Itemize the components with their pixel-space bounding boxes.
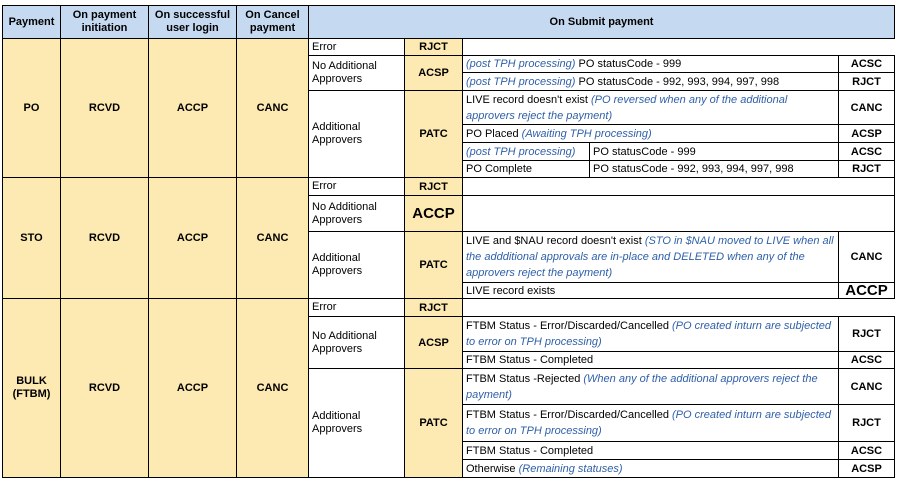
bulk-ftbm-rejected: FTBM Status -Rejected (When any of the additional approvers reject the payment) [462,368,839,405]
header-submit: On Submit payment [308,5,895,39]
po-complete-label: PO Complete [462,160,590,178]
po-error-code: RJCT [404,38,463,56]
po-post-tph-992-code: RJCT [838,72,895,91]
header-payment: Payment [2,5,61,39]
header-cancel: On Cancel payment [236,5,309,39]
po-post-tph-999-code: ACSC [838,55,895,73]
po-complete-999: PO statusCode - 999 [589,142,839,161]
header-initiation: On payment initiation [60,5,149,39]
bulk-ftbm-rejected-code: CANC [838,368,895,405]
po-login: ACCP [148,38,237,178]
bulk-no-additional-label: No Additional Approvers [308,316,405,369]
bulk-error-label: Error [308,298,405,317]
sto-additional-code: PATC [404,231,463,299]
bulk-no-additional-code: ACSP [404,316,463,369]
bulk-ftbm-completed-code: ACSC [838,351,895,369]
po-post-tph-992: (post TPH processing) PO statusCode - 992, 993, 994, 997, 998 [462,72,839,91]
po-complete-post-tph: (post TPH processing) [462,142,590,161]
bulk-additional-label: Additional Approvers [308,368,405,478]
bulk-otherwise-code: ACSP [838,459,895,478]
bulk-initiation: RCVD [60,298,149,478]
sto-additional-label: Additional Approvers [308,231,405,299]
sto-no-additional-blank [462,195,895,232]
sto-live-nau: LIVE and $NAU record doesn't exist (STO in $NAU moved to LIVE when all the addditional approvals are in-place and DELETED when any of the approvers reject the payment) [462,231,839,283]
po-placed: PO Placed (Awaiting TPH processing) [462,124,839,143]
po-additional-code: PATC [404,90,463,178]
sto-no-additional-label: No Additional Approvers [308,195,405,232]
sto-payment-name: STO [2,177,61,299]
bulk-ftbm-error: FTBM Status - Error/Discarded/Cancelled (PO created inturn are subjected to error on TPH processing) [462,316,839,352]
po-initiation: RCVD [60,38,149,178]
bulk-ftbm-error-additional: FTBM Status - Error/Discarded/Cancelled (PO created inturn are subjected to error on TPH processing) [462,404,839,442]
sto-error-blank [462,177,895,196]
po-live-not-exist-code: CANC [838,90,895,125]
sto-initiation: RCVD [60,177,149,299]
sto-no-additional-code: ACCP [404,195,463,232]
po-no-additional-label: No Additional Approvers [308,55,405,91]
po-live-not-exist: LIVE record doesn't exist (PO reversed when any of the additional approvers reject the payment) [462,90,839,125]
header-login: On successful user login [148,5,237,39]
po-complete-999-code: ACSC [838,142,895,161]
bulk-otherwise: Otherwise (Remaining statuses) [462,459,839,478]
bulk-payment-name: BULK (FTBM) [2,298,61,478]
po-no-additional-code: ACSP [404,55,463,91]
sto-live-exists: LIVE record exists [462,282,839,299]
po-post-tph-999: (post TPH processing) PO statusCode - 999 [462,55,839,73]
po-placed-code: ACSP [838,124,895,143]
po-additional-label: Additional Approvers [308,90,405,178]
bulk-login: ACCP [148,298,237,478]
sto-error-code: RJCT [404,177,463,196]
sto-login: ACCP [148,177,237,299]
bulk-ftbm-error-additional-code: RJCT [838,404,895,442]
bulk-ftbm-completed-additional-code: ACSC [838,441,895,460]
sto-live-exists-code: ACCP [838,282,895,299]
po-payment-name: PO [2,38,61,178]
sto-error-label: Error [308,177,405,196]
sto-live-nau-code: CANC [838,231,895,283]
po-complete-992-code: RJCT [838,160,895,178]
bulk-ftbm-error-code: RJCT [838,316,895,352]
po-error-label: Error [308,38,405,56]
sto-cancel: CANC [236,177,309,299]
bulk-cancel: CANC [236,298,309,478]
bulk-error-code: RJCT [404,298,463,317]
bulk-additional-code: PATC [404,368,463,478]
po-complete-992: PO statusCode - 992, 993, 994, 997, 998 [589,160,839,178]
po-cancel: CANC [236,38,309,178]
bulk-ftbm-completed: FTBM Status - Completed [462,351,839,369]
bulk-ftbm-completed-additional: FTBM Status - Completed [462,441,839,460]
